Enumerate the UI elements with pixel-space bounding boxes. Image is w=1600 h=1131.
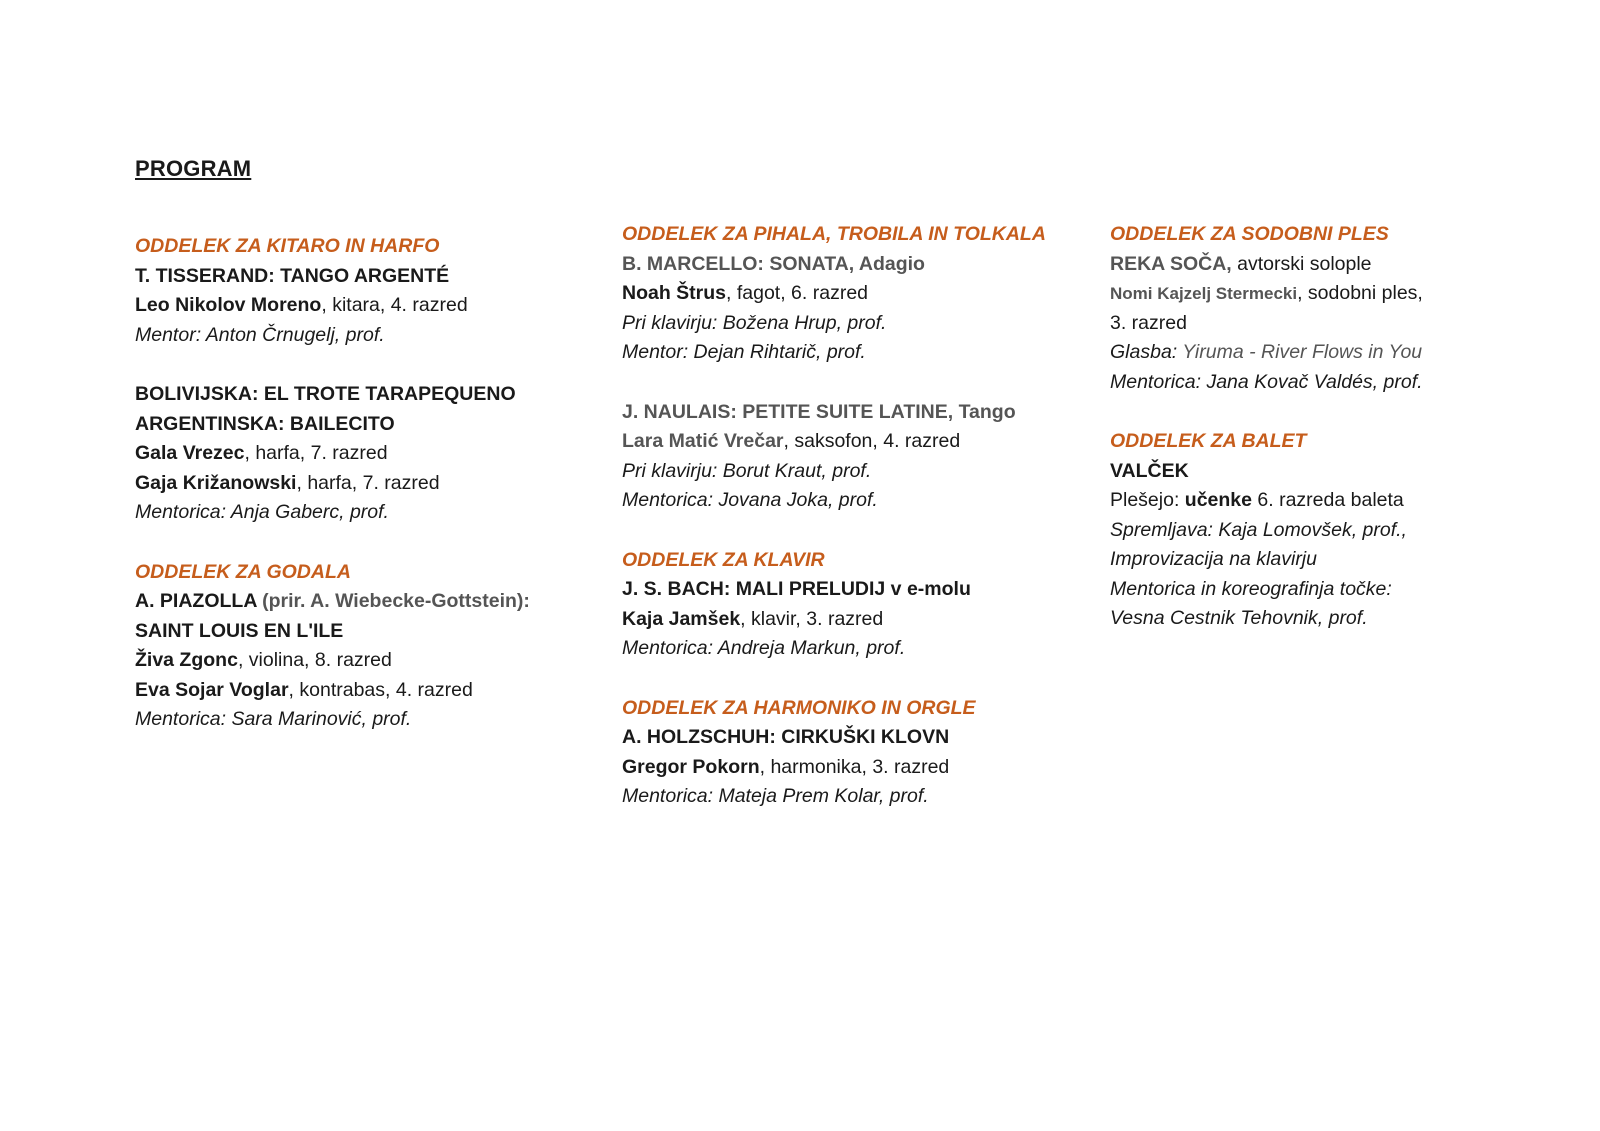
dancers-details: 6. razreda baleta [1252, 489, 1404, 511]
music-label: Glasba: [1110, 341, 1183, 363]
piece-title: J. S. BACH: MALI PRELUDIJ v e-molu [622, 578, 971, 600]
arrangement: (prir. A. Wiebecke-Gottstein): [262, 590, 530, 612]
mentor: Mentorica: Sara Marinović, prof. [135, 708, 412, 730]
mentor: Mentorica: Andreja Markun, prof. [622, 637, 906, 659]
performer [622, 753, 1082, 783]
piece-title [135, 587, 595, 617]
mentor: Mentorica: Jovana Joka, prof. [622, 489, 878, 511]
department-heading: ODDELEK ZA KLAVIR [622, 548, 825, 571]
accompaniment: Spremljava: Kaja Lomovšek, prof., [1110, 518, 1407, 541]
department-heading: ODDELEK ZA GODALA [135, 560, 351, 583]
accompanist: Pri klavirju: Borut Kraut, prof. [622, 459, 872, 482]
department-heading: ODDELEK ZA HARMONIKO IN ORGLE [622, 696, 976, 719]
performer-name: Kaja Jamšek [622, 607, 741, 630]
performer-name: Gaja Križanowski [135, 471, 297, 494]
performer-name: Gala Vrezec [135, 442, 245, 464]
program-column-3 [1110, 220, 1570, 634]
section-harmonika [622, 694, 1082, 812]
music-value: Yiruma - River Flows in You [1182, 341, 1423, 363]
piece-name: REKA SOČA, [1110, 252, 1232, 275]
mentor: Mentorica in koreografinja točke: [1110, 577, 1392, 600]
performer-details: , harfa, 7. razred [296, 471, 440, 494]
piece-title: T. TISSERAND: TANGO ARGENTÉ [135, 264, 450, 287]
piece-title: B. MARCELLO: SONATA, Adagio [622, 252, 925, 275]
performer [622, 605, 1082, 635]
performer-details: , saksofon, 4. razred [783, 430, 961, 452]
performer [135, 646, 595, 676]
program-column-1 [135, 232, 595, 735]
performer [1110, 279, 1570, 309]
performer-name: Lara Matić Vrečar [622, 430, 784, 452]
performer-details: , harmonika, 3. razred [759, 755, 950, 778]
page-title: PROGRAM [135, 156, 252, 181]
piece-title: VALČEK [1110, 459, 1189, 482]
piece-title: SAINT LOUIS EN L'ILE [135, 619, 344, 642]
accompanist: Pri klavirju: Božena Hrup, prof. [622, 311, 887, 334]
department-heading: ODDELEK ZA BALET [1110, 430, 1307, 452]
department-heading: ODDELEK ZA KITARO IN HARFO [135, 235, 440, 257]
performer [135, 469, 595, 499]
dancers-label: Plešejo: [1110, 489, 1185, 511]
performer-name: Nomi Kajzelj Stermecki [1110, 284, 1298, 303]
music [1110, 338, 1570, 368]
accompaniment: Improvizacija na klavirju [1110, 548, 1317, 570]
mentor: Vesna Cestnik Tehovnik, prof. [1110, 607, 1368, 629]
section-kitara [135, 232, 595, 350]
section-klavir [622, 546, 1082, 664]
performer [622, 279, 1082, 309]
department-heading: ODDELEK ZA PIHALA, TROBILA IN TOLKALA [622, 223, 1046, 245]
performer-details: , kitara, 4. razred [321, 294, 468, 316]
section-balet [1110, 427, 1570, 634]
performer-details: , klavir, 3. razred [740, 607, 884, 630]
piece-title: ARGENTINSKA: BAILECITO [135, 412, 395, 435]
performer-details: , violina, 8. razred [237, 649, 392, 671]
composer: A. PIAZOLLA [135, 590, 263, 612]
performer [622, 427, 1082, 457]
performer-details-cont: 3. razred [1110, 311, 1187, 334]
section-pihala [622, 220, 1082, 368]
mentor: Mentorica: Anja Gaberc, prof. [135, 501, 389, 523]
piece-title [1110, 250, 1570, 280]
dancers [1110, 486, 1570, 516]
section-saksofon [622, 398, 1082, 516]
performer [135, 439, 595, 469]
performer-details: , fagot, 6. razred [726, 282, 869, 304]
performer-name: Leo Nikolov Moreno [135, 294, 322, 316]
program-column-2 [622, 220, 1082, 812]
section-godala [135, 558, 595, 735]
performer-name: Živa Zgonc [135, 649, 238, 671]
performer-details: , sodobni ples, [1297, 282, 1423, 304]
performer-details: , harfa, 7. razred [244, 442, 388, 464]
mentor: Mentor: Anton Črnugelj, prof. [135, 323, 385, 346]
piece-title: BOLIVIJSKA: EL TROTE TARAPEQUENO [135, 383, 516, 405]
mentor: Mentor: Dejan Rihtarič, prof. [622, 341, 866, 363]
performer [135, 676, 595, 706]
piece-details: avtorski solople [1231, 252, 1372, 275]
piece-title: J. NAULAIS: PETITE SUITE LATINE, Tango [622, 400, 1016, 423]
section-sodobni-ples [1110, 220, 1570, 397]
performer-name: Gregor Pokorn [622, 755, 760, 778]
performer [135, 291, 595, 321]
piece-title: A. HOLZSCHUH: CIRKUŠKI KLOVN [622, 726, 950, 748]
department-heading: ODDELEK ZA SODOBNI PLES [1110, 223, 1389, 245]
performer-name: Noah Štrus [622, 282, 727, 304]
dancers-name: učenke [1184, 489, 1252, 511]
performer-details: , kontrabas, 4. razred [288, 678, 473, 701]
performer-name: Eva Sojar Voglar [135, 678, 289, 701]
mentor: Mentorica: Jana Kovač Valdés, prof. [1110, 370, 1423, 393]
section-harfa [135, 380, 595, 528]
mentor: Mentorica: Mateja Prem Kolar, prof. [622, 785, 929, 807]
